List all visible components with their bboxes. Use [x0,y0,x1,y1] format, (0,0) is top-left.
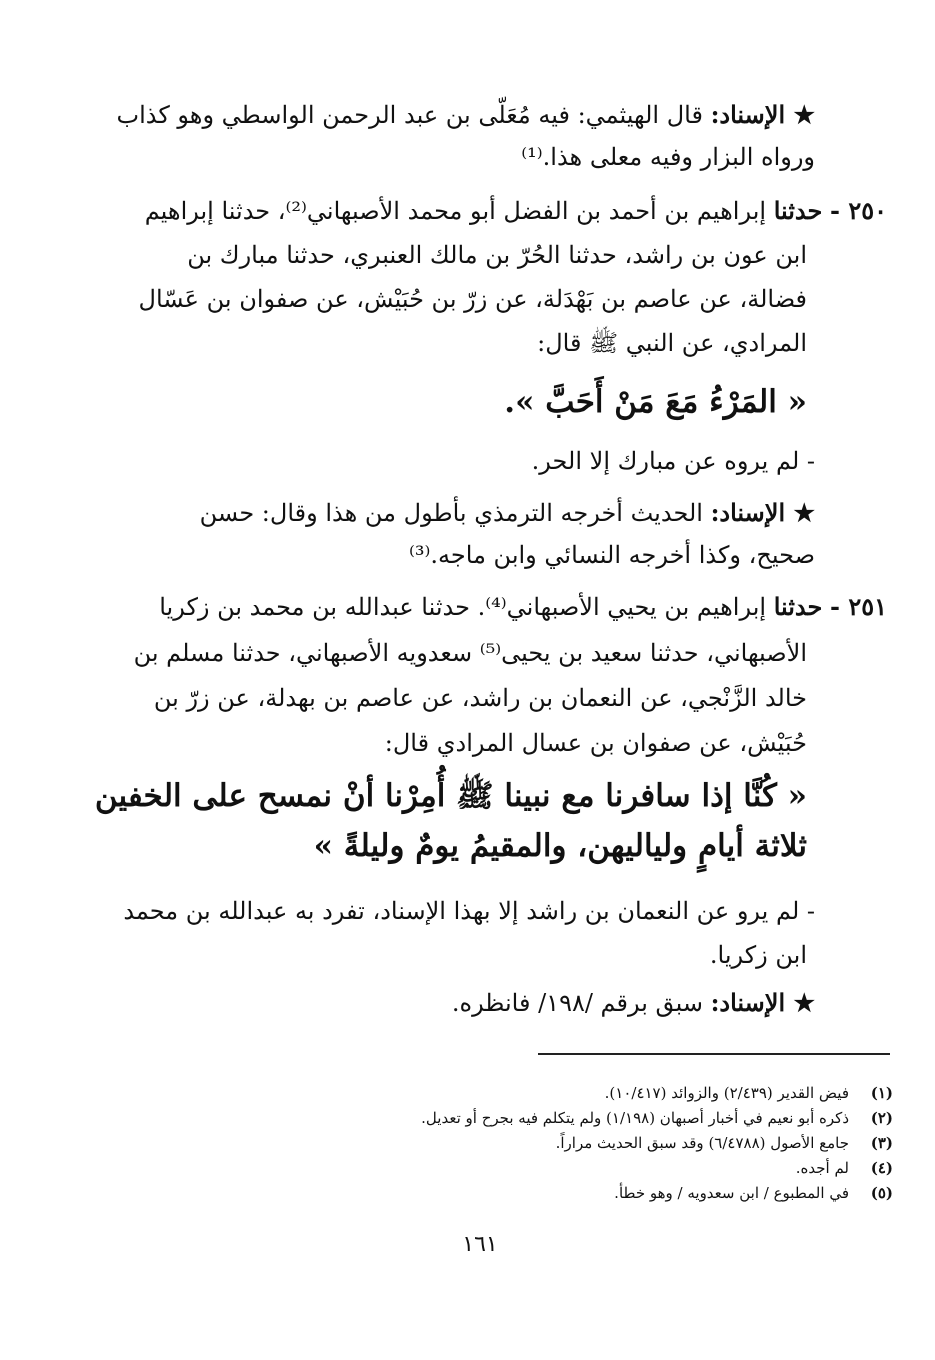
footnote-text: جامع الأصول (٦/٤٧٨٨) وقد سبق الحديث مراراً. [555,1134,849,1152]
hadith-251-number: ٢٥١ - [830,592,887,621]
footnote-2 [421,1107,893,1129]
hadith-251-lead: حدثنا [773,592,823,621]
footnote-number: (٥) [870,1184,893,1202]
footnote-3 [556,1132,893,1154]
hadith-250-lead: حدثنا [773,196,823,225]
footnote-number: (٣) [870,1134,893,1152]
hadith-251-line-1 [127,590,887,624]
footnote-number: (٤) [870,1159,893,1177]
hadith-250-matn: « المَرْءُ مَعَ مَنْ أَحَبَّ ». [504,384,807,420]
hadith-251-note-1: - لم يرو عن النعمان بن راشد إلا بهذا الإسناد، تفرد به عبدالله بن محمد [123,897,815,925]
footnote-text: في المطبوع / ابن سعدويه / وهو خطأ. [614,1184,849,1202]
isnad-1-text-1: قال الهيثمي: فيه مُعَلّى بن عبد الرحمن الواسطي وهو كذاب [116,101,703,129]
isnad-2-line-2: صحيح، وكذا أخرجه النسائي وابن ماجه.⁽³⁾ [409,541,815,569]
hadith-251-line-4: حُبَيْش، عن صفوان بن عسال المرادي قال: [384,729,807,757]
footnote-4 [796,1157,893,1179]
isnad-1-line-1 [116,98,815,132]
footnote-5 [614,1182,893,1204]
hadith-251-matn-2: ثلاثة أيامٍ ولياليهن، والمقيمُ يومٌ وليلةً » [313,828,807,864]
hadith-250-line-4: المرادي، عن النبي ﷺ قال: [537,329,807,357]
footnote-text: لم أجده. [795,1159,849,1177]
isnad-label: ★ الإسناد: [710,498,815,527]
footnote-text: فيض القدير (٢/٤٣٩) والزوائد (١٠/٤١٧). [604,1084,849,1102]
hadith-250-line-3: فضالة، عن عاصم بن بَهْدَلة، عن زرّ بن حُبَيْش، عن صفوان بن عَسّال [138,285,807,313]
page-number: ١٦١ [462,1232,498,1257]
footnote-divider [538,1053,890,1055]
footnote-number: (٢) [870,1109,893,1127]
hadith-250-number: ٢٥٠ - [830,196,887,225]
isnad-2-text-1: الحديث أخرجه الترمذي بأطول من هذا وقال: حسن [199,499,703,527]
hadith-251-matn-1: « كُنَّا إذا سافرنا مع نبينا ﷺ أُمِرْنا أنْ نمسح على الخفين [94,778,807,814]
isnad-label: ★ الإسناد: [710,988,815,1017]
isnad-label: ★ الإسناد: [710,100,815,129]
isnad-3-text-1: سبق برقم /١٩٨/ فانظره. [451,989,703,1017]
hadith-250-note: - لم يروه عن مبارك إلا الحر. [531,447,815,475]
isnad-1-line-2: ورواه البزار وفيه معلى هذا.⁽¹⁾ [521,143,815,171]
footnote-number: (١) [870,1084,893,1102]
hadith-251-text-1: إبراهيم بن يحيي الأصبهاني⁽⁴⁾. حدثنا عبدالله بن محمد بن زكريا [159,593,767,621]
hadith-251-line-2: الأصبهاني، حدثنا سعيد بن يحيى⁽⁵⁾ سعدويه الأصبهاني، حدثنا مسلم بن [133,639,807,667]
isnad-3-line-1 [120,986,815,1020]
footnote-text: ذكره أبو نعيم في أخبار أصبهان (١/١٩٨) ولم يتكلم فيه بجرح أو تعديل. [421,1109,849,1127]
footnote-1 [605,1082,893,1104]
hadith-250-line-2: ابن عون بن راشد، حدثنا الحُرّ بن مالك العنبري، حدثنا مبارك بن [187,241,807,269]
hadith-251-note-2: ابن زكريا. [709,941,807,969]
hadith-250-line-1 [127,194,887,228]
hadith-251-line-3: خالد الزَّنْجي، عن النعمان بن راشد، عن عاصم بن بهدلة، عن زرّ بن [153,684,807,712]
isnad-2-line-1 [120,496,815,530]
hadith-250-text-1: إبراهيم بن أحمد بن الفضل أبو محمد الأصبهاني⁽²⁾، حدثنا إبراهيم [144,197,767,225]
